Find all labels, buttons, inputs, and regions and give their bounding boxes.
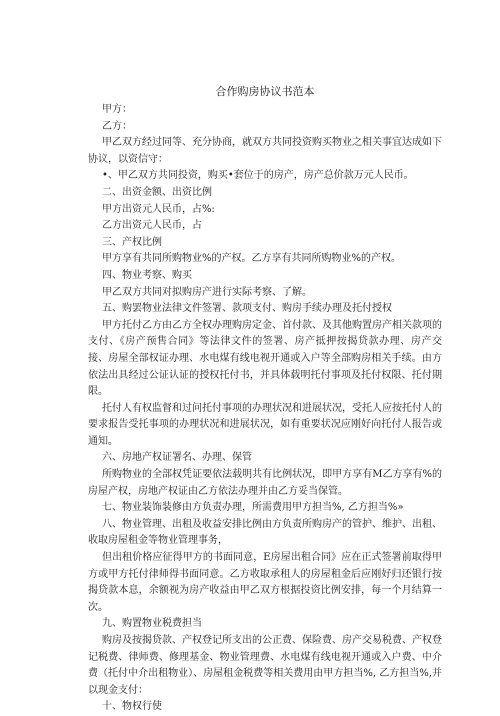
paragraph: 购房及按揭贷款、产权登记所支出的公正费、保险费、房产交易税费、产权登记税费、律师费、修理基金、物业管理费、水电煤有线电视开通或入户费、中介费（托付中介出租物业）、房屋租金税费等相关费用由甲方担当%, 乙方担当%,并以现金支付： xyxy=(88,635,442,696)
paragraph: 托付人有权监督和过问托付事项的办理状况和进展状况，受托人应按托付人的要求报告受托事项的办理状况和进展状况，如有重要状况应刚好向托付人报告或通知。 xyxy=(88,402,442,447)
paragraph: 四、物业考察、购买 xyxy=(102,269,192,281)
paragraph: 乙方： xyxy=(102,120,132,132)
document-body xyxy=(88,102,442,716)
paragraph: 九、购置物业税费担当 xyxy=(102,618,202,630)
paragraph: 甲方托付乙方由乙方全权办理购房定金、首付款、及其他购置房产相关款项的支付、《房产预售合同》等法律文件的签署、房产抵押按揭贷款办理、房产交接、房屋全部权证办理、水电煤有线电视开通或入户等全部购房相关手续。由方依法出具经过公证认证的授权托付书，并具体载明托付事项及托付权限、托付期限。 xyxy=(88,319,442,398)
paragraph: 但出租价格应征得甲方的书面同意，E房屋出租合同》应在正式签署前取得甲方或甲方托付律师得书面同意。乙方收取承租人的房屋租金后应刚好归还银行按揭贷款本息，余额视为房产收益由甲乙双方根据投资比例安排，每一个月结算一次。 xyxy=(88,552,442,613)
paragraph: 二、出资金额、出资比例 xyxy=(102,186,212,198)
document-title: 合作购房协议书范本 xyxy=(215,85,315,98)
paragraph: 甲方出资元人民币，占%: xyxy=(102,203,215,215)
paragraph: 八、物业管理、出租及收益安排比例由方负责所购房产的管护、维护、出租、收取房屋租金等物业管理事务， xyxy=(88,518,442,547)
paragraph: 甲方享有共同所购物业%的产权。乙方享有共同所购物业%的产权。 xyxy=(102,253,402,265)
paragraph: 甲乙双方共同对拟购房产进行实际考察、了解。 xyxy=(102,286,312,298)
paragraph: 甲方： xyxy=(102,104,132,115)
paragraph: 乙方出资元人民币，占 xyxy=(102,220,202,232)
paragraph: 所购物业的全部权凭证要依法载明共有比例状况，即甲方享有M乙方享有%的房屋产权，房地产权证由乙方依法办理并由乙方妥当保管。 xyxy=(88,469,442,497)
paragraph: 五、购罢物业法律文件签署、款项支付、购房手续办理及托付授权 xyxy=(102,303,392,315)
paragraph: 十、物权行使 xyxy=(102,701,162,713)
paragraph: 六、房地产权证署名、办理、保管 xyxy=(102,452,252,464)
paragraph: 七、物业装饰装修由方负责办理，所需费用甲方担当%, 乙方担当%» xyxy=(102,502,404,514)
paragraph: •、甲乙双方共同投资，购买•套位于的房产，房产总价款万元人民币。 xyxy=(102,170,414,182)
paragraph: 三、产权比例 xyxy=(102,236,162,248)
paragraph: 甲乙双方经过同等、充分协商，就双方共同投资购买物业之相关事宜达成如下协议，以资信守： xyxy=(88,137,442,165)
